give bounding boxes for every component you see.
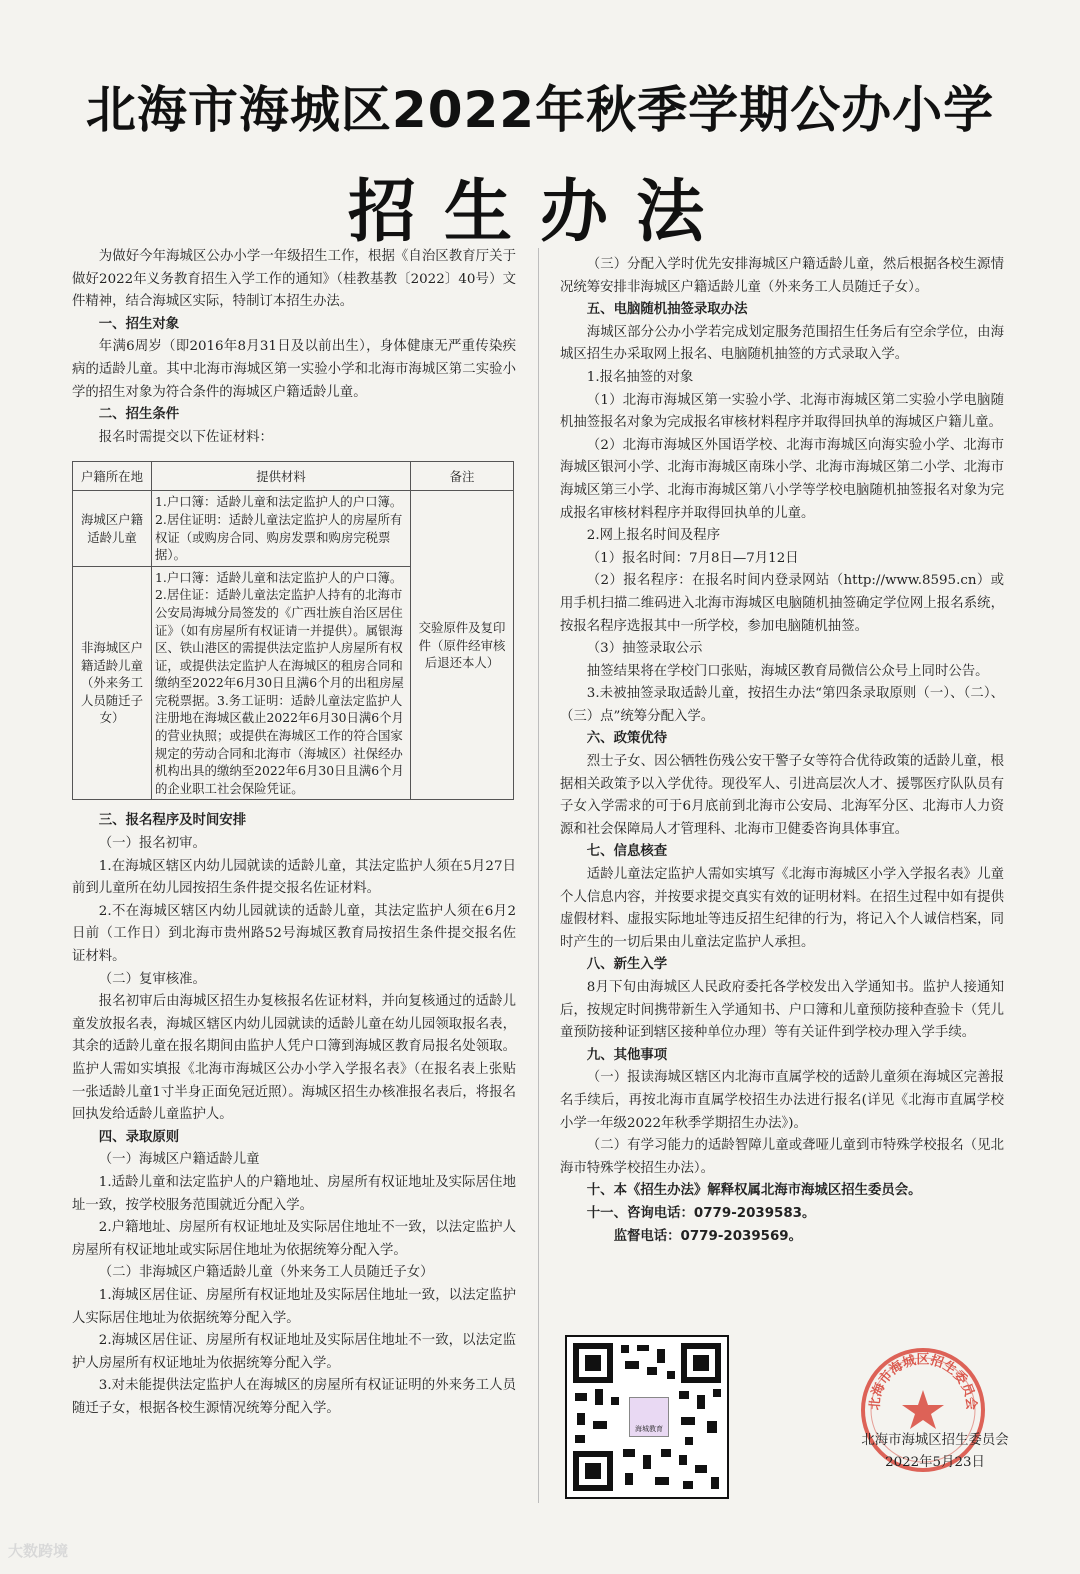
section-9-text-1: （一）报读海城区辖区内北海市直属学校的适龄儿童须在海城区完善报名手续后，再按北海市直属学校招生办法进行报名(详见《北海市直属学校小学一年级2022年秋季学期招生办法》)。 bbox=[560, 1070, 1004, 1131]
section-5-text-8: 3.未被抽签录取适龄儿童，按招生办法“第四条录取原则（一）、（二）、（三）点”统筹分配入学。 bbox=[560, 686, 1004, 724]
section-5-title: 五、电脑随机抽签录取办法 bbox=[586, 302, 748, 318]
table-cell: 1.户口簿：适龄儿童和法定监护人的户口簿。2.居住证：适龄儿童法定监护人持有的北海市公安局海城分局签发的《广西壮族自治区居住证》（如有房屋所有权证请一并提供）。属银海区、铁山港区的需提供法定监护人房屋所有权证，或提供法定监护人在海城区的租房合同和缴纳至2022年6月30日且满6个月的出租房屋完税票据。3.务工证明：适龄儿童法定监护人注册地在海城区截止2022年6月30日满6个月的营业执照；或提供在海城区工作的符合国家规定的劳动合同和北海市（海城区）社保经办机构出具的缴纳至2022年6月30日且满6个月的企业职工社会保险凭证。 bbox=[152, 566, 411, 800]
svg-text:北海市海城区招生委员会: 北海市海城区招生委员会 bbox=[867, 1352, 979, 1411]
section-8-text: 8月下旬由海城区人民政府委托各学校发出入学通知书。监护人接通知后，按规定时间携带新生入学通知书、户口簿和儿童预防接种查验卡（凭儿童预防接种证到辖区接种单位办理）等有关证件到学校办理入学手续。 bbox=[560, 980, 1004, 1041]
section-4-sub-c: （三）分配入学时优先安排海城区户籍适龄儿童，然后根据各校生源情况统筹安排非海城区户籍适龄儿童（外来务工人员随迁子女）。 bbox=[560, 257, 1004, 295]
section-1-title: 一、招生对象 bbox=[98, 316, 180, 332]
section-5-sub-a: 1.报名抽签的对象 bbox=[586, 369, 694, 385]
section-5-text-2: （1）北海市海城区第一实验小学、北海市海城区第二实验小学电脑随机抽签报名对象为完成报名审核材料程序并取得回执单的海城区户籍儿童。 bbox=[560, 392, 1004, 431]
right-column bbox=[560, 254, 1004, 1248]
qr-logo-text: 海城教育 bbox=[635, 1425, 663, 1433]
section-4-text-5: 3.对未能提供法定监护人在海城区的房屋所有权证证明的外来务工人员随迁子女，根据各校生源情况统筹分配入学。 bbox=[72, 1378, 516, 1416]
section-3-text-1: 1.在海城区辖区内幼儿园就读的适龄儿童，其法定监护人须在5月27日前到儿童所在幼儿园按招生条件提交报名佐证材料。 bbox=[72, 858, 516, 897]
section-3-sub-a: （一）报名初审。 bbox=[98, 836, 206, 852]
signature-org: 北海市海城区招生委员会 bbox=[861, 1433, 1009, 1448]
section-5-sub-b: 2.网上报名时间及程序 bbox=[586, 528, 721, 544]
watermark: 大数跨境 bbox=[8, 1542, 69, 1560]
section-4-text-4: 2.海城区居住证、房屋所有权证地址及实际居住地址不一致，以法定监护人房屋所有权证地址为依据统筹分配入学。 bbox=[72, 1333, 516, 1371]
table-cell: 海城区户籍适龄儿童 bbox=[73, 491, 152, 566]
section-3-text-3: 报名初审后由海城区招生办复核报名佐证材料，并向复核通过的适龄儿童发放报名表，海城区辖区内幼儿园就读的适龄儿童在幼儿园领取报名表，其余的适龄儿童在报名期间由监护人凭户口簿到海城区教育局报名处领取。监护人需如实填报《北海市海城区公办小学入学报名表》（在报名表上张贴一张适龄儿童1寸半身正面免冠近照）。海城区招生办核准报名表后，将报名回执发给适龄儿童监护人。 bbox=[72, 994, 516, 1123]
section-4-sub-a: （一）海城区户籍适龄儿童 bbox=[98, 1152, 260, 1168]
qr-code-icon[interactable] bbox=[565, 1335, 729, 1499]
section-5-text-7: 抽签结果将在学校门口张贴，海城区教育局微信公众号上同时公告。 bbox=[586, 663, 989, 679]
table-header-cell: 户籍所在地 bbox=[73, 462, 152, 491]
intro-paragraph: 为做好今年海城区公办小学一年级招生工作，根据《自治区教育厅关于做好2022年义务教育招生入学工作的通知》（桂教基教〔2022〕40号）文件精神，结合海城区实际，特制订本招生办法。 bbox=[72, 249, 516, 310]
column-divider bbox=[538, 248, 539, 1503]
section-4-text-3: 1.海城区居住证、房屋所有权证地址及实际居住地址一致，以法定监护人实际居住地址为依据统筹分配入学。 bbox=[72, 1287, 516, 1326]
section-9-text-2: （二）有学习能力的适龄智障儿童或聋哑儿童到市特殊学校报名（见北海市特殊学校招生办法）。 bbox=[560, 1138, 1004, 1176]
section-9-title: 九、其他事项 bbox=[586, 1047, 668, 1063]
section-7-text: 适龄儿童法定监护人需如实填写《北海市海城区小学入学报名表》儿童个人信息内容，并按要求提交真实有效的证明材料。在招生过程中如有提供虚假材料、虚报实际地址等违反招生纪律的行为，将记入个人诚信档案，同时产生的一切后果由儿童法定监护人承担。 bbox=[560, 867, 1004, 950]
table-cell-remark: 交验原件及复印件（原件经审核后退还本人） bbox=[411, 491, 514, 800]
section-5-text-5: （2）报名程序：在报名时间内登录网站（http://www.8595.cn）或用手机扫描二维码进入北海市海城区电脑随机抽签确定学位网上报名系统，按报名程序选报其中一所学校，参加电脑随机抽签。 bbox=[560, 573, 1004, 634]
section-5-text-6: （3）抽签录取公示 bbox=[586, 641, 703, 657]
qr-logo-icon bbox=[629, 1397, 669, 1437]
table-cell: 1.户口簿：适龄儿童和法定监护人的户口簿。2.居住证明：适龄儿童法定监护人的房屋所有权证（或购房合同、购房发票和购房完税票据）。 bbox=[152, 491, 411, 566]
section-4-title: 四、录取原则 bbox=[98, 1129, 180, 1145]
section-5-text-3: （2）北海市海城区外国语学校、北海市海城区向海实验小学、北海市海城区银河小学、北海市海城区南珠小学、北海市海城区第二小学、北海市海城区第三小学、北海市海城区第八小学等学校电脑随机抽签报名对象为完成报名审核材料程序并取得回执单的儿童。 bbox=[560, 437, 1004, 521]
hotline-supervise: 监督电话：0779-2039569。 bbox=[613, 1228, 802, 1244]
section-8-title: 八、新生入学 bbox=[586, 957, 668, 973]
section-4-text-1: 1.适龄儿童和法定监护人的户籍地址、房屋所有权证地址及实际居住地址一致，按学校服务范围就近分配入学。 bbox=[72, 1174, 516, 1213]
table-header-cell: 备注 bbox=[411, 462, 514, 491]
section-1-text: 年满6周岁（即2016年8月31日及以前出生），身体健康无严重传染疾病的适龄儿童。其中北海市海城区第一实验小学和北海市海城区第二实验小学的招生对象为符合条件的海城区户籍适龄儿童。 bbox=[72, 339, 516, 400]
left-column bbox=[72, 246, 516, 1420]
materials-table bbox=[72, 461, 514, 800]
section-3-sub-b: （二）复审核准。 bbox=[98, 971, 206, 987]
section-4-sub-b: （二）非海城区户籍适龄儿童（外来务工人员随迁子女） bbox=[98, 1265, 434, 1281]
section-2-title: 二、招生条件 bbox=[98, 407, 180, 423]
section-5-text-4: （1）报名时间：7月8日—7月12日 bbox=[586, 550, 799, 566]
hotline-consult: 十一、咨询电话：0779-2039583。 bbox=[586, 1205, 816, 1221]
section-3-title: 三、报名程序及时间安排 bbox=[98, 813, 247, 829]
section-6-text: 烈士子女、因公牺牲伤残公安干警子女等符合优待政策的适龄儿童，根据相关政策予以入学优待。现役军人、引进高层次人才、援鄂医疗队队员有子女入学需求的可于6月底前到北海市公安局、北海军分区、北海市人力资源和社会保障局人才管理科、北海市卫健委咨询具体事宜。 bbox=[560, 754, 1004, 837]
table-row bbox=[73, 491, 514, 566]
section-7-title: 七、信息核查 bbox=[586, 844, 668, 860]
section-6-title: 六、政策优待 bbox=[586, 731, 668, 747]
signature-date: 2022年5月23日 bbox=[885, 1455, 985, 1470]
section-3-text-2: 2.不在海城区辖区内幼儿园就读的适龄儿童，其法定监护人须在6月2日前（工作日）到北海市贵州路52号海城区教育局按招生条件提交报名佐证材料。 bbox=[72, 903, 516, 964]
table-header-row bbox=[73, 462, 514, 491]
section-5-text-1: 海城区部分公办小学若完成划定服务范围招生任务后有空余学位，由海城区招生办采取网上报名、电脑随机抽签的方式录取入学。 bbox=[560, 324, 1004, 363]
title-line-1: 北海市海城区2022年秋季学期公办小学 bbox=[85, 81, 995, 139]
title-line-2: 招生办法 bbox=[347, 173, 732, 252]
table-header-cell: 提供材料 bbox=[152, 462, 411, 491]
table-cell: 非海城区户籍适龄儿童（外来务工人员随迁子女） bbox=[73, 566, 152, 800]
section-4-text-2: 2.户籍地址、房屋所有权证地址及实际居住地址不一致，以法定监护人房屋所有权证地址或实际居住地址为依据统筹分配入学。 bbox=[72, 1220, 516, 1258]
signature-block bbox=[840, 1430, 1030, 1474]
section-10-text: 十、本《招生办法》解释权属北海市海城区招生委员会。 bbox=[586, 1183, 922, 1199]
section-2-text: 报名时需提交以下佐证材料： bbox=[98, 429, 273, 445]
